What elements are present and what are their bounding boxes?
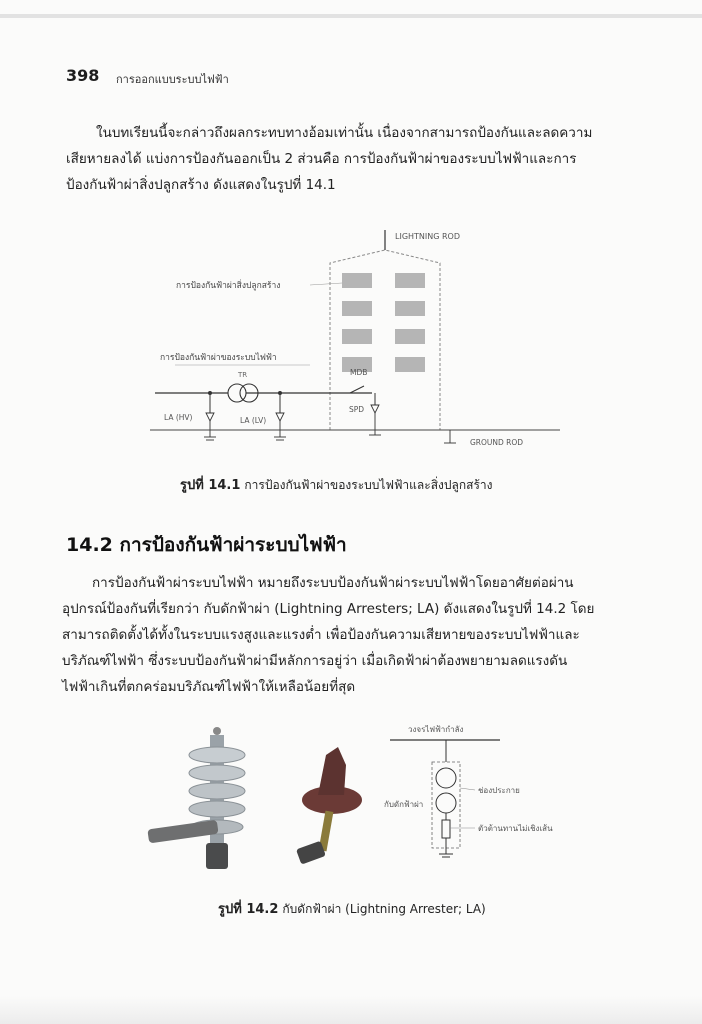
tr-label: TR xyxy=(238,371,248,379)
top-rule xyxy=(0,14,702,18)
lightning-rod-label: LIGHTNING ROD xyxy=(395,232,461,241)
section-heading: 14.2 การป้องกันฟ้าผ่าระบบไฟฟ้า xyxy=(66,534,347,556)
la-lv-symbol xyxy=(276,413,284,421)
system-protection-label: การป้องกันฟ้าผ่าของระบบไฟฟ้า xyxy=(160,353,277,363)
section-paragraph xyxy=(62,570,594,700)
intro-line-2: เสียหายลงได้ แบ่งการป้องกันออกเป็น 2 ส่วนคือ การป้องกันฟ้าผ่าของระบบไฟฟ้าและการ xyxy=(66,151,577,167)
mdb-switch xyxy=(350,386,364,393)
spark-gap-2 xyxy=(436,793,456,813)
intro-line-1: ในบทเรียนนี้จะกล่าวถึงผลกระทบทางอ้อมเท่านั้น เนื่องจากสามารถป้องกันและลดความ xyxy=(96,125,593,141)
section-line-5: ไฟฟ้าเกินที่ตกคร่อมบริภัณฑ์ไฟฟ้าให้เหลือน้อยที่สุด xyxy=(62,679,356,695)
building-pointer xyxy=(310,283,342,285)
power-line-label: วงจรไฟฟ้ากำลัง xyxy=(408,725,464,734)
building-protection-label: การป้องกันฟ้าผ่าสิ่งปลูกสร้าง xyxy=(176,281,281,291)
mdb-label: MDB xyxy=(350,368,368,377)
figure-14-2-schematic xyxy=(350,718,590,868)
spd-symbol xyxy=(371,405,379,413)
nonlinear-resistor xyxy=(442,820,450,838)
la-hv-symbol xyxy=(206,413,214,421)
figure-14-2-number: รูปที่ 14.2 xyxy=(218,902,279,917)
la-lv-label: LA (LV) xyxy=(240,416,267,425)
ground-rod-label: GROUND ROD xyxy=(470,438,524,447)
figure-14-1 xyxy=(150,225,570,460)
intro-line-3: ป้องกันฟ้าผ่าสิ่งปลูกสร้าง ดังแสดงในรูปที่ 14.1 xyxy=(66,177,336,193)
figure-14-1-number: รูปที่ 14.1 xyxy=(180,478,241,493)
page-number: 398 xyxy=(66,66,100,85)
section-line-3: สามารถติดตั้งได้ทั้งในระบบแรงสูงและแรงต่ำ เพื่อป้องกันความเสียหายของระบบไฟฟ้าและ xyxy=(62,627,580,643)
arrester-photo-1 xyxy=(147,727,245,869)
spd-label: SPD xyxy=(349,405,365,414)
arrester-label: กับดักฟ้าผ่า xyxy=(384,800,424,809)
section-line-2: อุปกรณ์ป้องกันที่เรียกว่า กับดักฟ้าผ่า (Lightning Arresters; LA) ดังแสดงในรูปที่ 14.2 โดย xyxy=(62,601,595,617)
figure-14-2-photos xyxy=(140,725,370,885)
spark-gap-label: ช่องประกาย xyxy=(478,786,520,795)
intro-paragraph xyxy=(66,120,592,198)
figure-14-1-caption-text: การป้องกันฟ้าผ่าของระบบไฟฟ้าและสิ่งปลูกสร้าง xyxy=(244,478,493,492)
figure-14-2-caption xyxy=(218,898,486,919)
page-bottom-edge xyxy=(0,996,702,1024)
figure-14-1-caption xyxy=(180,474,493,495)
figure-14-2-caption-text: กับดักฟ้าผ่า (Lightning Arrester; LA) xyxy=(282,902,486,916)
running-title: การออกแบบระบบไฟฟ้า xyxy=(116,73,229,86)
section-line-1: การป้องกันฟ้าผ่าระบบไฟฟ้า หมายถึงระบบป้องกันฟ้าผ่าระบบไฟฟ้าโดยอาศัยต่อผ่าน xyxy=(92,575,574,591)
spark-gap-1 xyxy=(436,768,456,788)
section-line-4: บริภัณฑ์ไฟฟ้า ซึ่งระบบป้องกันฟ้าผ่ามีหลักการอยู่ว่า เมื่อเกิดฟ้าผ่าต้องพยายามลดแรงดัน xyxy=(62,653,568,669)
nonlinear-resistor-label: ตัวต้านทานไม่เชิงเส้น xyxy=(478,824,553,833)
building-windows xyxy=(342,273,425,372)
la-hv-label: LA (HV) xyxy=(164,413,193,422)
